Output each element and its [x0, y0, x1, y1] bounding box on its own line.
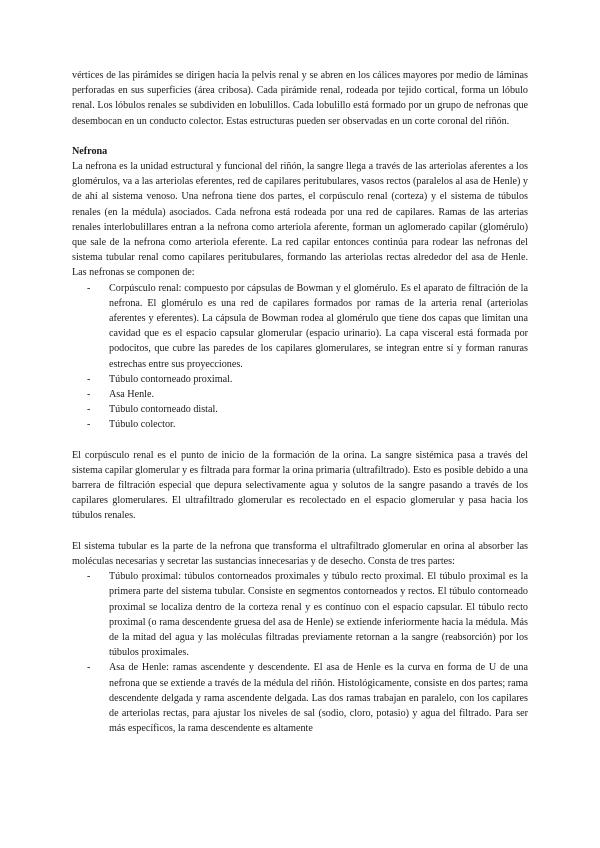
- list-item-text: Corpúsculo renal: compuesto por cápsulas de Bowman y el glomérulo. Es el aparato de filtración de la nefrona. El glomérulo es una red de capilares formados por ramas de la arteria renal (arteriolas aferentes y eferentes). La cápsula de Bowman rodea al glomérulo que tiene dos capas que limitan una cavidad que es el espacio capsular glomerular (espacio urinario). La capa visceral está formada por podocitos, que cubre las paredes de los capilares glomerulares, se integran entre sí y forman ranuras estrechas entre sus proyecciones.: [109, 282, 528, 370]
- list-item: [87, 569, 528, 660]
- spacer: [72, 524, 528, 539]
- list-item: [87, 402, 528, 417]
- sistema-tubular-parts-list: [72, 569, 528, 736]
- list-item-text: Asa Henle.: [109, 389, 154, 401]
- section-heading-nefrona: Nefrona: [72, 145, 108, 157]
- list-item-text: Túbulo contorneado proximal.: [109, 373, 233, 385]
- nefrona-paragraph: La nefrona es la unidad estructural y funcional del riñón, la sangre llega a través de las arteriolas aferentes a los glomérulos, va a las arteriolas eferentes, red de capilares peritubulares, vasos rectos (paralelos al asa de Henle) y de ahí al sistema venoso. Una nefrona tiene dos partes, el corpúsculo renal (corteza) y el sistema de túbulos renales (en la médula) asociados. Cada nefrona está rodeada por una red de capilares. Ramas de las arterias renales interlobulillares entran a la nefrona como arteriola aferente, forman un aglomerado capilar (glomérulo) que sale de la nefrona como arteriola eferente. La red capilar entonces continúa para rodear las nefronas del sistema tubular renal como capilares peritubulares, formando las arteriolas rectas alrededor del asa de Henle. Las nefronas se componen de:: [72, 161, 528, 279]
- list-item: [87, 281, 528, 372]
- dash-bullet: -: [87, 282, 91, 294]
- intro-paragraph: vértices de las pirámides se dirigen hacia la pelvis renal y se abren en los cálices mayores por medio de láminas perforadas en sus superficies (área cribosa). Cada pirámide renal, rodeada por tejido cortical, forma un lóbulo renal. Los lóbulos renales se subdividen en lobulillos. Cada lobulillo está formado por un grupo de nefronas que desembocan en un conducto colector. Estas estructuras pueden ser observadas en un corte coronal del riñón.: [72, 70, 528, 127]
- list-item: [87, 387, 528, 402]
- list-item-text: Túbulo colector.: [109, 419, 176, 431]
- list-item: [87, 660, 528, 736]
- nefrona-components-list: [72, 281, 528, 433]
- list-item: [87, 372, 528, 387]
- list-item-text: Túbulo contorneado distal.: [109, 404, 218, 416]
- dash-bullet: -: [87, 404, 91, 416]
- dash-bullet: -: [87, 662, 91, 674]
- spacer: [72, 433, 528, 448]
- dash-bullet: -: [87, 373, 91, 385]
- dash-bullet: -: [87, 419, 91, 431]
- dash-bullet: -: [87, 571, 91, 583]
- dash-bullet: -: [87, 389, 91, 401]
- sistema-tubular-paragraph: El sistema tubular es la parte de la nefrona que transforma el ultrafiltrado glomerular en orina al absorber las moléculas necesarias y secretar las sustancias innecesarias y de desecho. Consta de tres partes:: [72, 540, 528, 567]
- corpusculo-paragraph: El corpúsculo renal es el punto de inicio de la formación de la orina. La sangre sistémica pasa a través del sistema capilar glomerular y es filtrada para formar la orina primaria (ultrafiltrado). Esto es posible debido a una barrera de filtración especial que depura selectivamente agua y solutos de la sangre pasando a través de los capilares glomerulares. El ultrafiltrado glomerular es recolectado en el espacio glomerular y pasa hacia los túbulos renales.: [72, 449, 528, 522]
- list-item-text: Túbulo proximal: túbulos contorneados proximales y túbulo recto proximal. El túbulo proximal es la primera parte del sistema tubular. Consiste en segmentos contorneados y rectos. El túbulo contorneado proximal se localiza dentro de la corteza renal y es contínuo con el espacio capsular. El túbulo recto proximal (o rama descendente gruesa del asa de Henle) se extiende inferiormente hacia la médula. Más de la mitad del agua y las moléculas filtradas previamente retornan a la sangre (reabsorción) por los túbulos proximales.: [109, 571, 528, 659]
- list-item: [87, 417, 528, 432]
- list-item-text: Asa de Henle: ramas ascendente y descendente. El asa de Henle es la curva en forma de U de una nefrona que se extiende a través de la médula del riñón. Histológicamente, consiste en dos partes; rama descendente delgada y rama ascendente delgada. Las dos ramas trabajan en paralelo, con los capilares de arteriolas rectas, para ajustar los niveles de sal (sodio, cloro, potasio) y agua del filtrado. Para ser más específicos, la rama descendente es altamente: [109, 662, 528, 735]
- spacer: [72, 129, 528, 144]
- document-page: [72, 68, 528, 736]
